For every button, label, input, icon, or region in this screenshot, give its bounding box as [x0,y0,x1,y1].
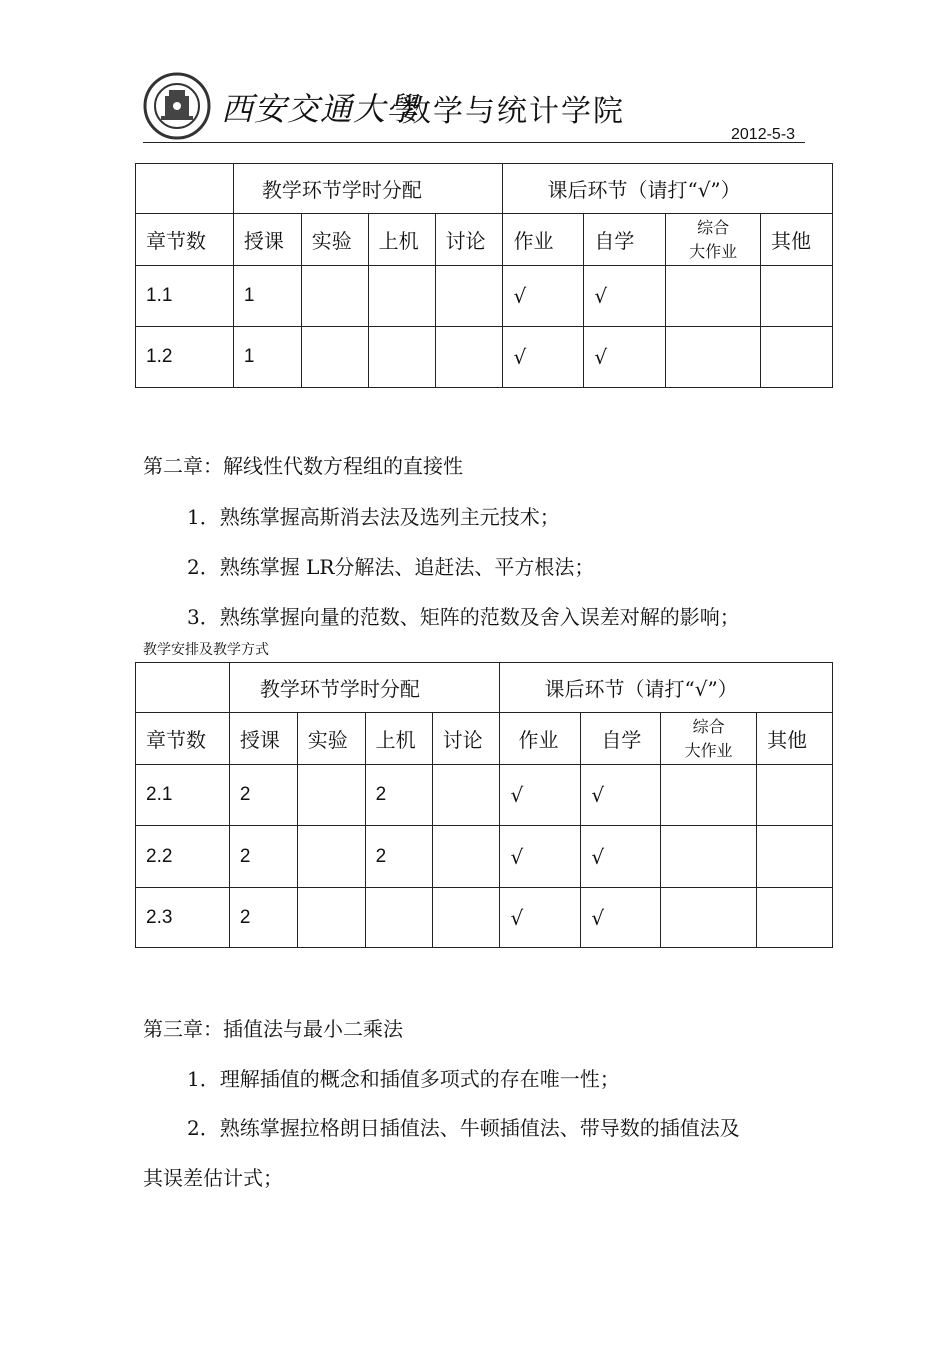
table-row [136,765,833,826]
column-header-line: 综合 [692,716,725,736]
table-cell [301,327,368,388]
column-header: 实验 [301,214,368,266]
check-mark: √ [500,826,581,888]
table-cell: 1 [233,266,301,327]
column-header: 实验 [297,713,365,765]
check-mark: √ [584,266,666,327]
table-cell: 2 [365,826,432,888]
table-cell: 1 [233,327,301,388]
column-header: 自学 [581,713,661,765]
chapter-2-item-3: 3．熟练掌握向量的范数、矩阵的范数及舍入误差对解的影响； [187,605,740,629]
university-seal-icon [143,72,211,140]
table-cell [432,826,500,888]
university-name: 西安交通大學 [221,90,420,128]
table-cell [757,765,833,826]
column-header: 讨论 [432,713,500,765]
column-header: 授课 [229,713,297,765]
table-row [136,266,833,327]
check-mark: √ [581,888,661,948]
document-date: 2012-5-3 [731,126,796,143]
group-header-after-class: 课后环节（请打“√”） [503,164,833,214]
table-cell [301,266,368,327]
column-header: 章节数 [136,214,234,266]
column-header-line: 大作业 [684,740,733,760]
table-row [136,826,833,888]
table-cell [761,327,833,388]
schedule-table-2 [135,662,833,948]
column-header: 上机 [368,214,435,266]
check-mark: √ [503,266,584,327]
table-cell [661,888,757,948]
table-cell [661,765,757,826]
column-header-line: 综合 [697,217,730,237]
table-cell: 2 [229,826,297,888]
column-header: 自学 [584,214,666,266]
table-cell [297,765,365,826]
column-header: 上机 [365,713,432,765]
group-header-hours: 教学环节学时分配 [233,164,503,214]
table-cell: 1.1 [136,266,234,327]
column-header [661,713,757,765]
table-cell: 2.1 [136,765,230,826]
table-cell [432,888,500,948]
column-header: 章节数 [136,713,230,765]
header-divider [143,142,805,143]
column-header: 作业 [503,214,584,266]
table-cell [368,327,435,388]
check-mark: √ [500,888,581,948]
table-cell: 2 [229,765,297,826]
table-cell [435,266,503,327]
table-cell [297,888,365,948]
table-cell [757,888,833,948]
chapter-3-item-1: 1．理解插值的概念和插值多项式的存在唯一性； [187,1067,620,1091]
column-header [666,214,761,266]
column-header: 作业 [500,713,581,765]
check-mark: √ [581,765,661,826]
table-cell [365,888,432,948]
table-cell [435,327,503,388]
table-cell: 2 [365,765,432,826]
chapter-2-title: 第二章：解线性代数方程组的直接性 [143,454,463,478]
check-mark: √ [503,327,584,388]
table-cell [761,266,833,327]
chapter-3-item-2-continuation: 其误差估计式； [143,1166,283,1190]
check-mark: √ [584,327,666,388]
table-row [136,327,833,388]
table-cell: 2.2 [136,826,230,888]
table-cell [368,266,435,327]
group-header-after-class: 课后环节（请打“√”） [500,663,833,713]
table-row [136,888,833,948]
table-cell [666,327,761,388]
table-cell [661,826,757,888]
table-cell [757,826,833,888]
schedule-table-1 [135,163,833,388]
column-header: 讨论 [435,214,503,266]
table-cell: 2.3 [136,888,230,948]
table-cell [297,826,365,888]
corner-cell [136,663,230,713]
chapter-3-item-2: 2．熟练掌握拉格朗日插值法、牛顿插值法、带导数的插值法及 [187,1116,740,1140]
table-cell [432,765,500,826]
document-header [143,68,805,144]
column-header: 其他 [761,214,833,266]
column-header-line: 大作业 [689,241,738,261]
table-cell [666,266,761,327]
group-header-hours: 教学环节学时分配 [229,663,500,713]
column-header: 授课 [233,214,301,266]
chapter-3-title: 第三章：插值法与最小二乘法 [143,1017,403,1041]
column-header: 其他 [757,713,833,765]
chapter-2-item-2: 2．熟练掌握 LR分解法、追赶法、平方根法； [187,555,595,579]
corner-cell [136,164,234,214]
school-name: 数学与统计学院 [401,94,625,129]
chapter-2-item-1: 1．熟练掌握高斯消去法及选列主元技术； [187,505,560,529]
check-mark: √ [581,826,661,888]
table-cell: 1.2 [136,327,234,388]
table-caption: 教学安排及教学方式 [143,642,269,658]
check-mark: √ [500,765,581,826]
table-cell: 2 [229,888,297,948]
